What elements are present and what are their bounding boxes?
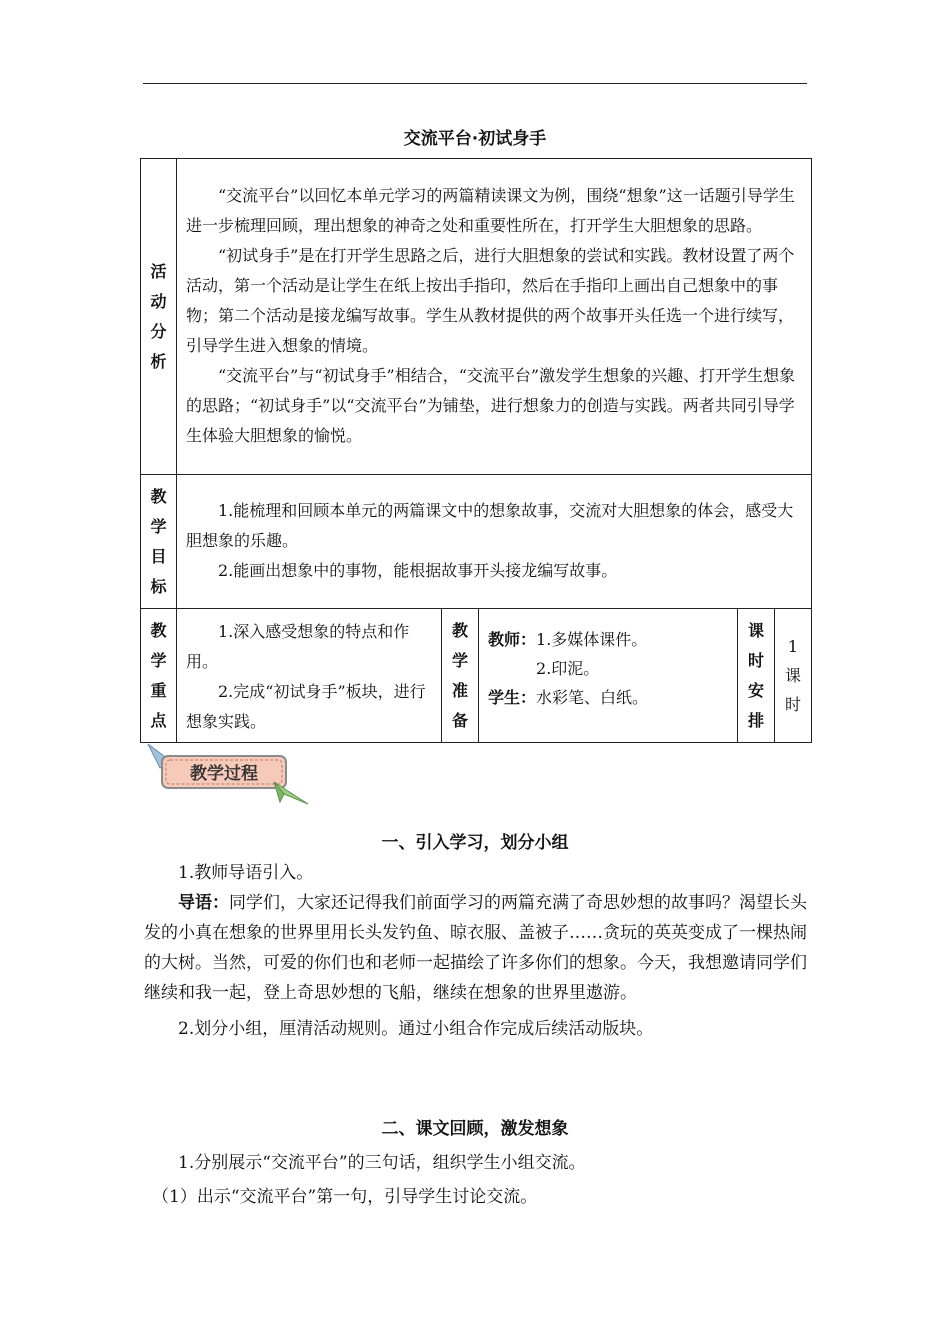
section2-body: [144, 1148, 808, 1212]
lesson-plan-table: [140, 158, 812, 743]
focus-item: 1.深入感受想象的特点和作用。: [186, 622, 410, 671]
focus-item: 2.完成“初试身手”板块，进行想象实践。: [186, 682, 426, 731]
section1-item: 1.教师导语引入。: [178, 863, 314, 883]
focus-content: [177, 609, 442, 743]
teaching-process-banner: [146, 742, 310, 806]
document-title: 交流平台·初试身手: [403, 129, 547, 149]
analysis-paragraph: “交流平台”以回忆本单元学习的两篇精读课文为例，围绕“想象”这一话题引导学生进一步梳理回顾，理出想象的神奇之处和重要性所在，打开学生大胆想象的思路。: [186, 185, 795, 235]
section1-lead: [144, 888, 808, 1008]
prep-label: 教 学 准 备: [442, 609, 479, 743]
banner-label: 教学过程: [190, 764, 258, 784]
prep-student-label: 学生：: [488, 688, 537, 707]
lead-label: 导语：: [178, 893, 229, 913]
prep-content: [479, 609, 738, 743]
prep-teacher-item: 2.印泥。: [536, 659, 600, 678]
focus-prep-row: [141, 609, 812, 743]
focus-label: 教 学 重 点: [141, 609, 177, 743]
prep-teacher-item: 1.多媒体课件。: [536, 630, 648, 649]
section1-body: [144, 858, 808, 1044]
prep-student-item: 水彩笔、白纸。: [536, 688, 649, 707]
goals-label: 教 学 目 标: [141, 475, 177, 609]
time-label: 课 时 安 排: [738, 609, 775, 743]
analysis-paragraph: “交流平台”与“初试身手”相结合，“交流平台”激发学生想象的兴趣、打开学生想象的思路；“初试身手”以“交流平台”为铺垫，进行想象力的创造与实践。两者共同引导学生体验大胆想象的愉悦。: [186, 365, 796, 445]
section1-item: 2.划分小组，厘清活动规则。通过小组合作完成后续活动版块。: [178, 1019, 654, 1039]
goal-item: 1.能梳理和回顾本单元的两篇课文中的想象故事，交流对大胆想象的体会，感受大胆想象的乐趣。: [186, 500, 794, 550]
time-value: 1 课 时: [775, 609, 812, 743]
section2-subitem: （1）出示“交流平台”第一句，引导学生讨论交流。: [152, 1187, 538, 1207]
analysis-paragraph: “初试身手”是在打开学生思路之后，进行大胆想象的尝试和实践。教材设置了两个活动，第一个活动是让学生在纸上按出手指印，然后在手指印上画出自己想象中的事物；第二个活动是接龙编写故事。学生从教材提供的两个故事开头任选一个进行续写，引导学生进入想象的情境。: [186, 245, 795, 355]
section-heading: 二、课文回顾，激发想象: [381, 1119, 569, 1139]
section2-item: 1.分别展示“交流平台”的三句话，组织学生小组交流。: [178, 1153, 586, 1173]
goal-item: 2.能画出想象中的事物，能根据故事开头接龙编写故事。: [218, 560, 618, 580]
analysis-row: [141, 159, 812, 475]
lead-text: 同学们，大家还记得我们前面学习的两篇充满了奇思妙想的故事吗？渴望长头发的小真在想象的世界里用长头发钓鱼、晾衣服、盖被子……贪玩的英英变成了一棵热闹的大树。当然，可爱的你们也和老师一起描绘了许多你们的想象。今天，我想邀请同学们继续和我一起，登上奇思妙想的飞船，继续在想象的世界里遨游。: [144, 893, 807, 1003]
analysis-content: [177, 159, 812, 475]
goals-content: [177, 475, 812, 609]
section-heading: 一、引入学习，划分小组: [381, 833, 569, 853]
header-rule: [143, 83, 807, 84]
prep-teacher-label: 教师：: [488, 630, 537, 649]
analysis-label: 活 动 分 析: [141, 159, 177, 475]
goals-row: [141, 475, 812, 609]
